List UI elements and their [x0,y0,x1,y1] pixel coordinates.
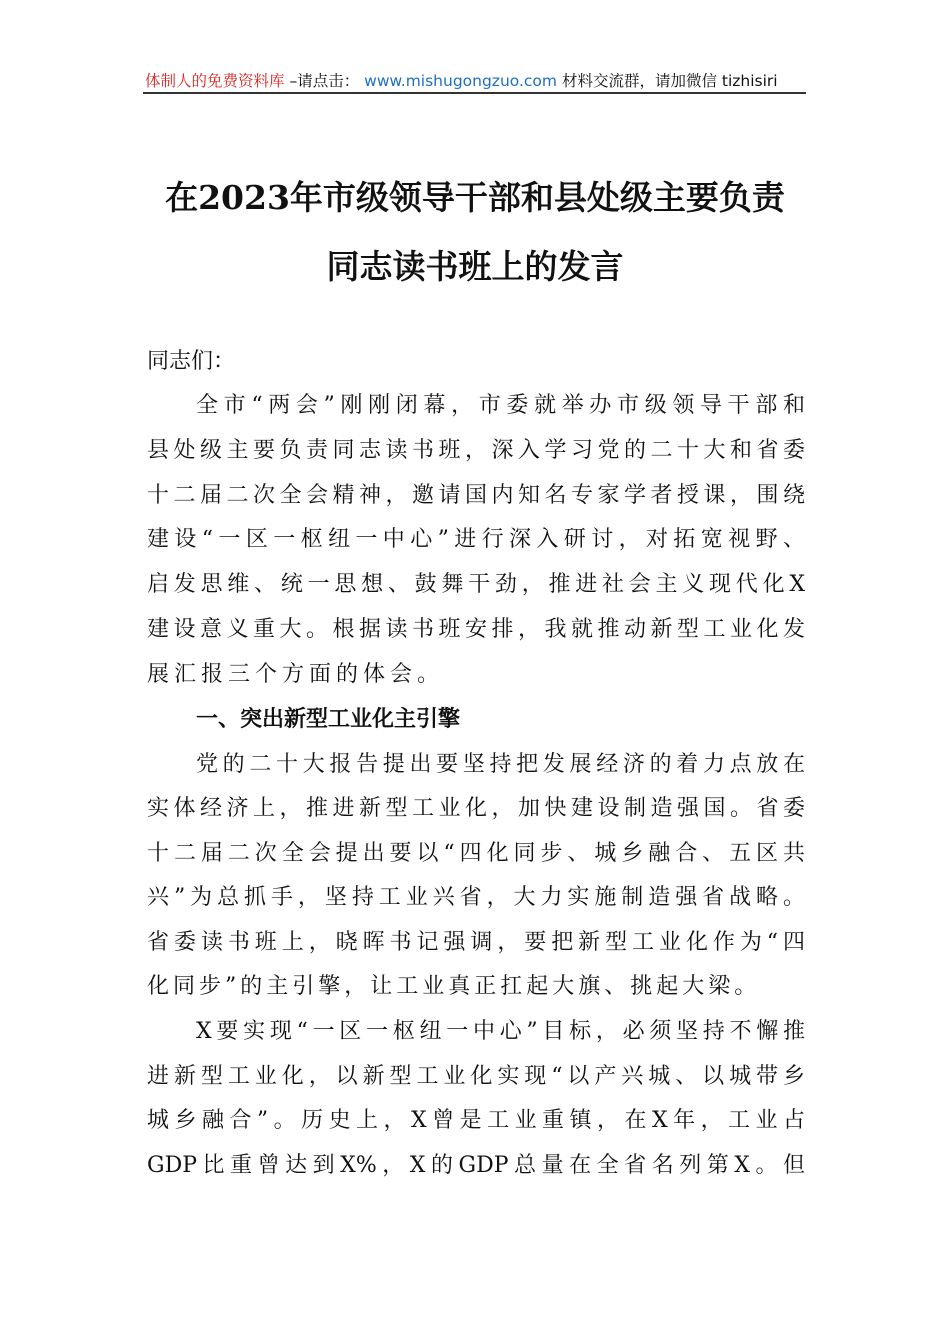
paragraph-line: 实体经济上，推进新型工业化，加快建设制造强国。省委 [147,796,805,821]
paragraph-line: 建设意义重大。根据读书班安排，我就推动新型工业化发 [147,617,805,642]
paragraph-line: 省委读书班上，晓晖书记强调，要把新型工业化作为“四 [147,930,805,955]
brand-text: 体制人的免费资料库 [145,72,285,90]
contact-text: 材料交流群，请加微信 tizhisiri [561,72,778,90]
paragraph-line: 化同步”的主引擎，让工业真正扛起大旗、挑起大梁。 [147,974,761,999]
document-title-line-1: 在2023年市级领导干部和县处级主要负责 [165,178,785,217]
document-title-line-2: 同志读书班上的发言 [326,247,624,286]
header-divider [143,92,806,94]
section-heading: 一、突出新型工业化主引擎 [196,707,461,732]
watermark-header [145,70,805,92]
paragraph-line: GDP比重曾达到X%，X的GDP总量在全省名列第X。但 [147,1153,805,1178]
paragraph-line: 建设“一区一枢纽一中心”进行深入研讨，对拓宽视野、 [147,527,805,552]
paragraph-line: 十二届二次全会提出要以“四化同步、城乡融合、五区共 [147,841,805,866]
paragraph-line: 展汇报三个方面的体会。 [147,662,445,687]
paragraph-line: 县处级主要负责同志读书班，深入学习党的二十大和省委 [147,438,805,463]
paragraph-line: X要实现“一区一枢纽一中心”目标，必须坚持不懈推 [196,1019,805,1044]
paragraph-line: 启发思维、统一思想、鼓舞干劲，推进社会主义现代化X [147,572,805,597]
paragraph-line: 党的二十大报告提出要坚持把发展经济的着力点放在 [196,752,805,777]
paragraph-line: 城乡融合”。历史上，X曾是工业重镇，在X年，工业占 [147,1108,805,1133]
paragraph-line: 全市“两会”刚刚闭幕，市委就举办市级领导干部和 [196,393,805,418]
paragraph-line: 进新型工业化，以新型工业化实现“以产兴城、以城带乡 [147,1064,805,1089]
paragraph-line: 兴”为总抓手，坚持工业兴省，大力实施制造强省战略。 [147,885,805,910]
paragraph-line: 十二届二次全会精神，邀请国内知名专家学者授课，围绕 [147,483,805,508]
prompt-text: –请点击： [289,72,360,90]
website-link[interactable]: www.mishugongzuo.com [364,72,558,90]
salutation: 同志们： [147,349,236,374]
